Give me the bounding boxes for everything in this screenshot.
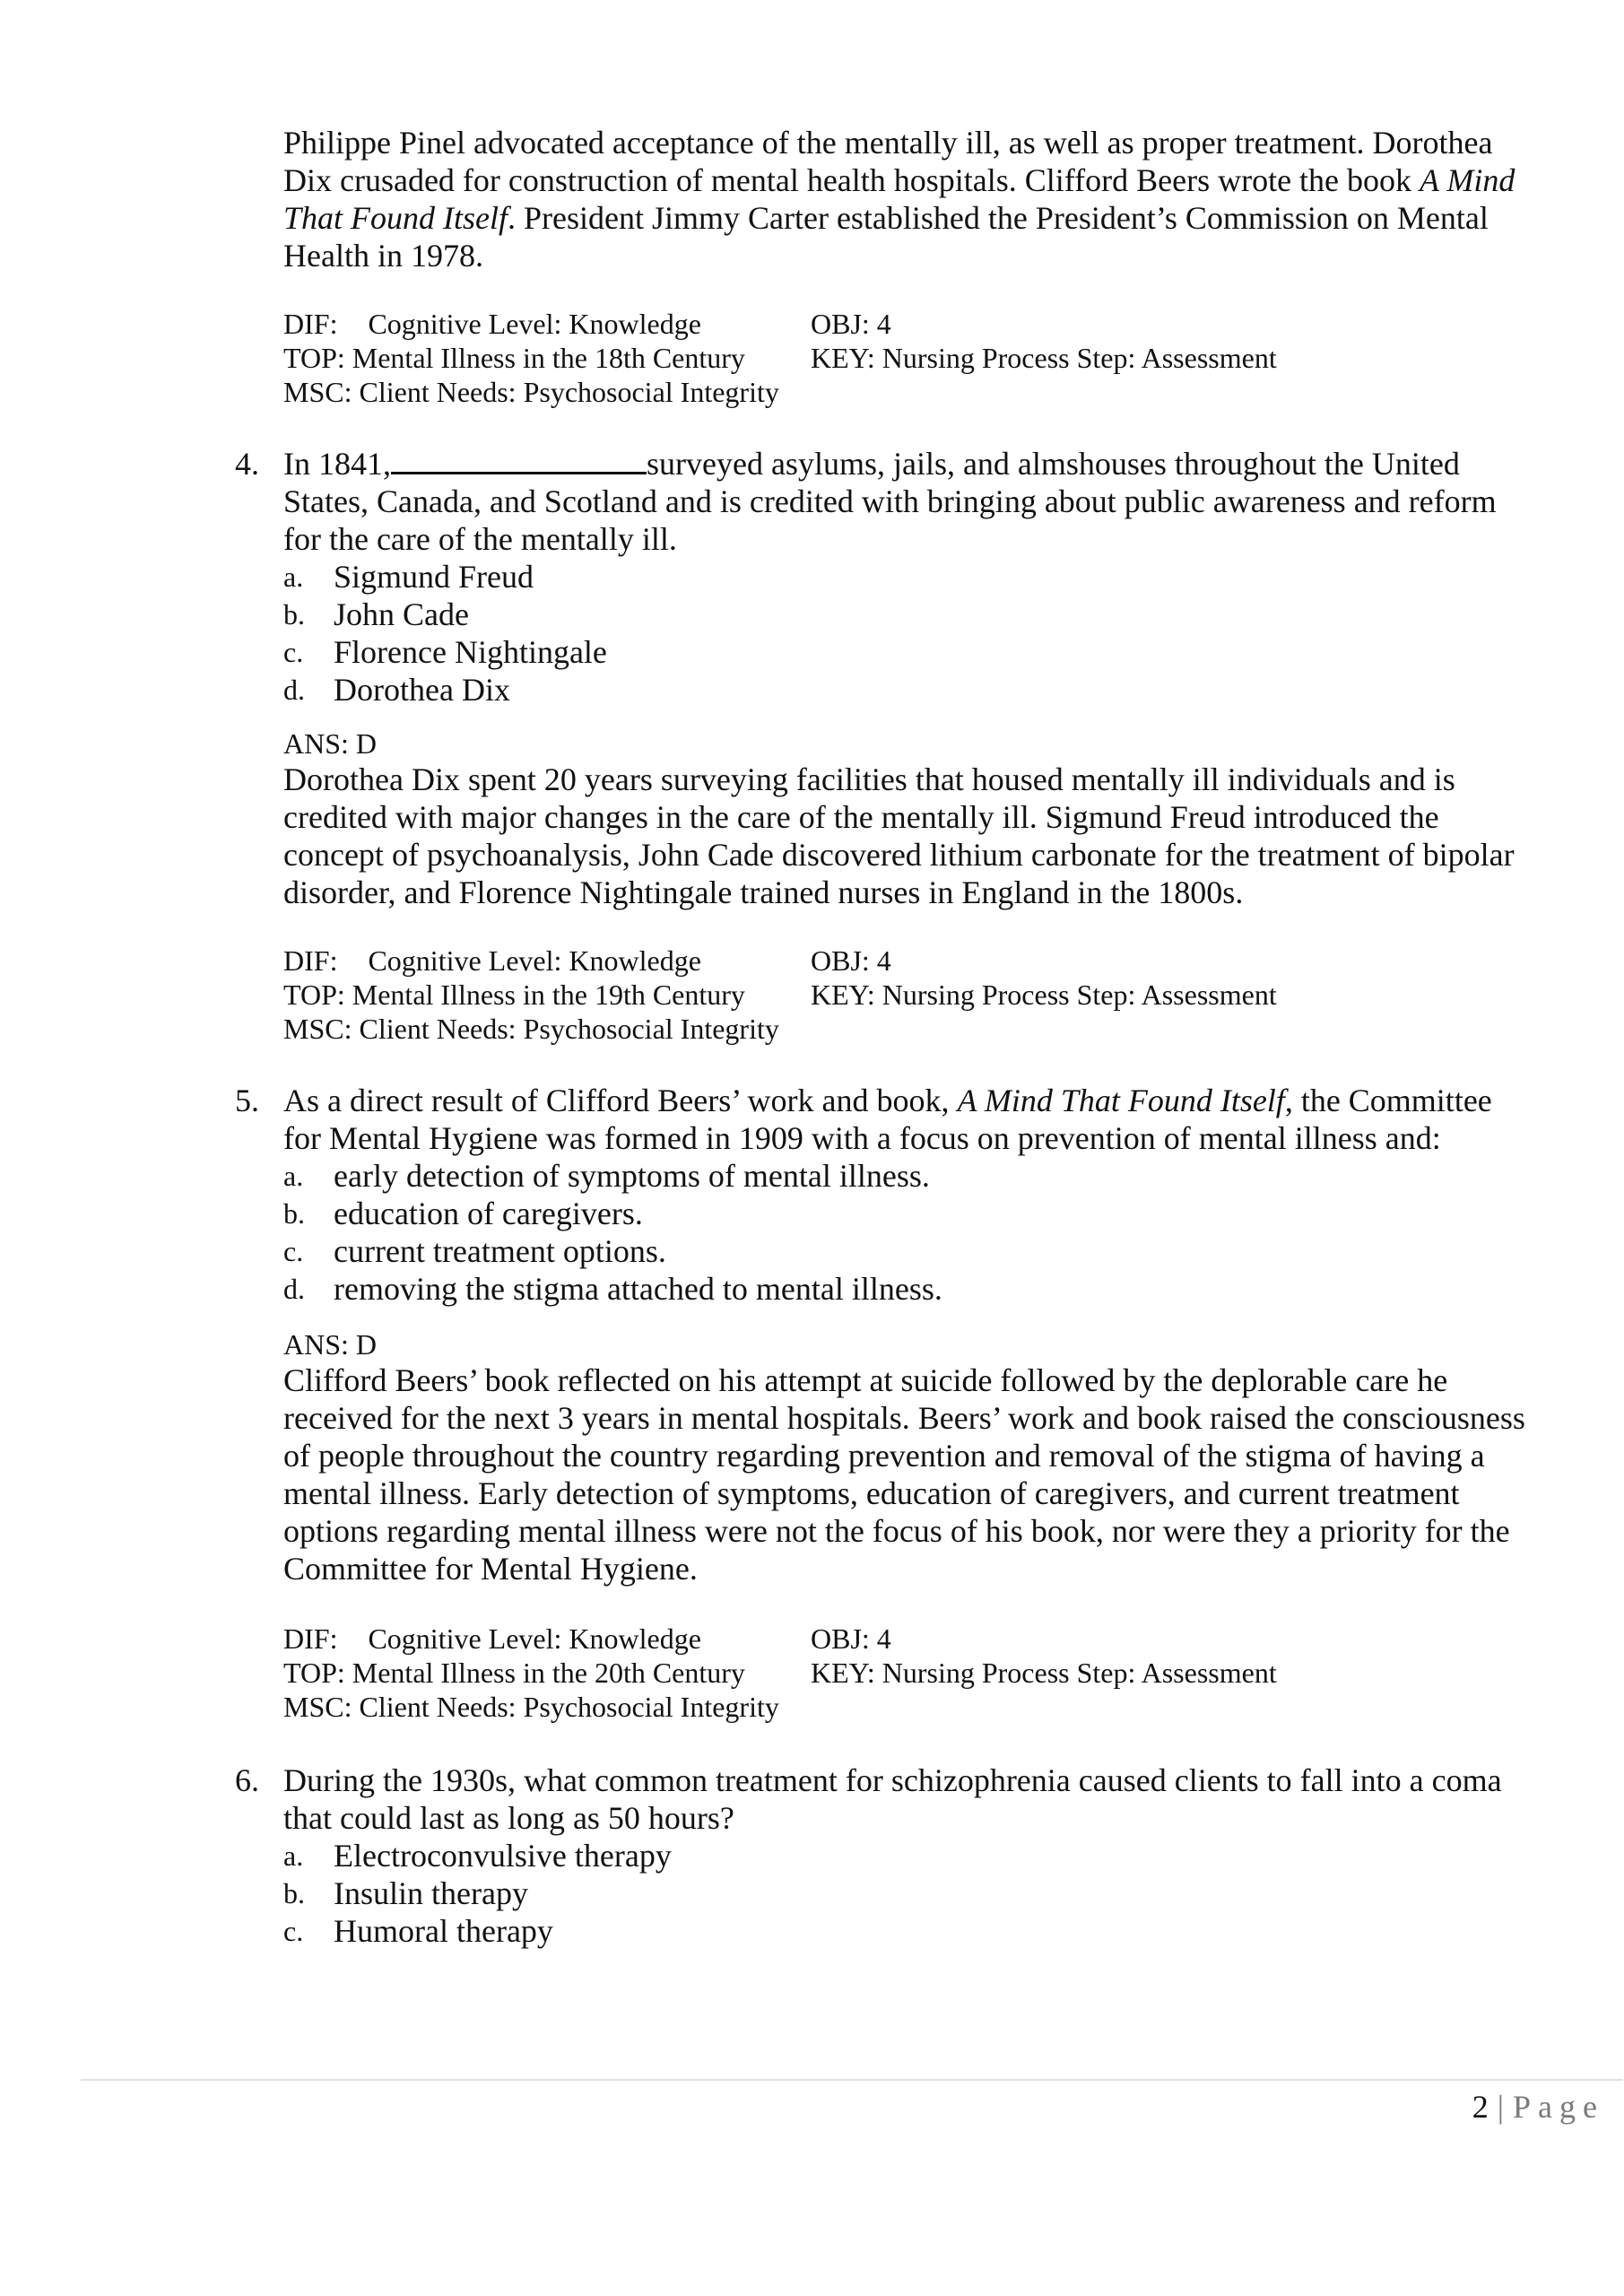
answer-options (283, 558, 1535, 709)
rationale-paragraph-q5: Clifford Beers’ book reflected on his attempt at suicide followed by the deplorable care he received for the next 3 years in mental hospitals. Beers’ work and book raised the consciousness of people throughout the country regarding prevention and removal of the stigma of having a mental illness. Early detection of symptoms, education of caregivers, and current treatment options regarding mental illness were not the focus of his book, nor were they a priority for the Committee for Mental Hygiene. (283, 1362, 1525, 1587)
question-metadata-q3: DIF: Cognitive Level: Knowledge OBJ: 4 TOP: Mental Illness in the 18th Century KEY: Nursing Process Step: Assessment MSC: Client Needs: Psychosocial Integrity (283, 308, 1277, 408)
option-a: a. Sigmund Freud (283, 559, 534, 595)
option-c: c. current treatment options. (283, 1233, 666, 1269)
rationale-paragraph-q3: Philippe Pinel advocated acceptance of the mentally ill, as well as proper treatment. Dorothea Dix crusaded for construction of mental health hospitals. Clifford Beers wrote the book A Mind That Found Itself. President Jimmy Carter established the President’s Commission on Mental Health in 1978. (283, 125, 1515, 274)
option-b: b. John Cade (283, 596, 469, 632)
question-metadata-q5: DIF: Cognitive Level: Knowledge OBJ: 4 TOP: Mental Illness in the 20th Century KEY: Nursing Process Step: Assessment MSC: Client Needs: Psychosocial Integrity (283, 1622, 1277, 1723)
question-stem: As a direct result of Clifford Beers’ work and book, A Mind That Found Itself, the Committee for Mental Hygiene was formed in 1909 with a focus on prevention of mental illness and: (283, 1083, 1492, 1156)
answer-key-q4: ANS: D (283, 727, 378, 760)
question-5 (235, 1082, 1535, 1308)
footer-divider (81, 2079, 1623, 2081)
question-stem: During the 1930s, what common treatment for schizophrenia caused clients to fall into a coma that could last as long as 50 hours? (283, 1762, 1502, 1836)
question-4 (235, 445, 1535, 709)
fill-in-blank (391, 445, 647, 474)
option-b: b. Insulin therapy (283, 1875, 528, 1911)
option-b: b. education of caregivers. (283, 1196, 643, 1231)
rationale-paragraph-q4: Dorothea Dix spent 20 years surveying facilities that housed mentally ill individuals and is credited with major changes in the care of the mentally ill. Sigmund Freud introduced the concept of psychoanalysis, John Cade discovered lithium carbonate for the treatment of bipolar disorder, and Florence Nightingale trained nurses in England in the 1800s. (283, 761, 1515, 910)
answer-key-q5: ANS: D (283, 1328, 378, 1361)
book-title: A Mind That Found Itself (957, 1083, 1285, 1118)
question-6 (235, 1761, 1535, 1950)
option-d: d. Dorothea Dix (283, 672, 510, 708)
question-stem: In 1841, surveyed asylums, jails, and almshouses throughout the United States, Canada, and Scotland and is credited with bringing about public awareness and reform for the care of the mentally ill. (283, 446, 1497, 557)
answer-options (283, 1837, 1535, 1950)
footer-separator: | (1497, 2089, 1505, 2125)
book-title: A Mind That Found Itself (283, 162, 1515, 236)
page-label: Page (1513, 2089, 1604, 2125)
page-number: 2 (1472, 2089, 1489, 2125)
answer-options (283, 1157, 1535, 1308)
option-c: c. Humoral therapy (283, 1913, 553, 1949)
option-a: a. early detection of symptoms of mental illness. (283, 1158, 930, 1194)
question-metadata-q4: DIF: Cognitive Level: Knowledge OBJ: 4 TOP: Mental Illness in the 19th Century KEY: Nursing Process Step: Assessment MSC: Client Needs: Psychosocial Integrity (283, 944, 1277, 1045)
option-c: c. Florence Nightingale (283, 634, 607, 670)
page-footer (1472, 2088, 1604, 2126)
question-number: 6. (235, 1762, 259, 1798)
question-number: 4. (235, 446, 259, 482)
option-a: a. Electroconvulsive therapy (283, 1838, 672, 1874)
question-number: 5. (235, 1083, 259, 1118)
option-d: d. removing the stigma attached to mental illness. (283, 1271, 942, 1307)
